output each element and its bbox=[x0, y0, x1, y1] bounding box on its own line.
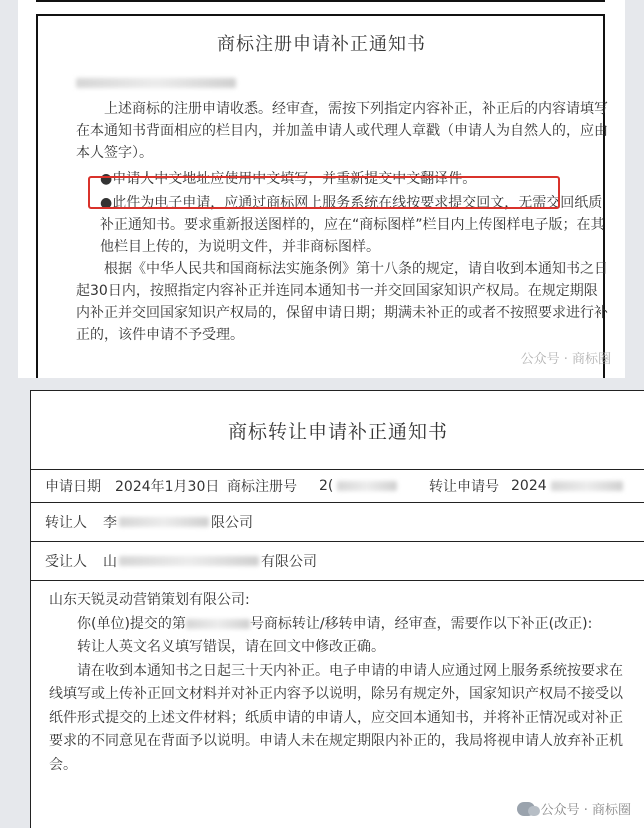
wechat-icon bbox=[517, 802, 535, 816]
reg-value-text: 2( bbox=[319, 478, 334, 494]
transferor-label: 转让人 bbox=[45, 515, 87, 531]
redaction bbox=[337, 481, 397, 491]
paragraph-application bbox=[49, 613, 634, 637]
notice-document-1 bbox=[18, 0, 625, 378]
top-border bbox=[36, 0, 605, 2]
notice-document-2 bbox=[30, 390, 644, 828]
info-row-transferor bbox=[31, 503, 644, 542]
notice-body-1 bbox=[76, 98, 611, 346]
watermark bbox=[517, 799, 631, 818]
p1-prefix: 你(单位)提交的第 bbox=[77, 615, 186, 632]
transferee-value bbox=[103, 542, 317, 580]
bullet-address: ●申请人中文地址应使用中文填写，并重新提交中文翻译件。 bbox=[100, 171, 477, 187]
redaction bbox=[119, 556, 259, 566]
date-value: 2024年1月30日 bbox=[115, 479, 220, 495]
highlight-box bbox=[88, 176, 560, 209]
transferee-suffix: 有限公司 bbox=[261, 554, 317, 570]
transfer-label: 转让申请号 bbox=[429, 479, 499, 495]
document-title: 商标注册申请补正通知书 bbox=[217, 34, 426, 55]
date-label: 申请日期 bbox=[45, 479, 101, 495]
transferor-prefix: 李 bbox=[103, 515, 117, 531]
addressee: 山东天锐灵动营销策划有限公司: bbox=[49, 592, 250, 608]
transferor-value bbox=[103, 503, 253, 541]
p1-suffix: 号商标转让/移转申请，经审查，需要作以下补正(改正): bbox=[249, 615, 593, 632]
notice-body-2 bbox=[49, 589, 634, 777]
redacted-header bbox=[76, 72, 236, 91]
document-title: 商标转让申请补正通知书 bbox=[31, 391, 644, 470]
transfer-value bbox=[511, 470, 623, 502]
watermark-text: 公众号 · 商标圈 bbox=[540, 803, 631, 818]
paragraph-regulation: 根据《中华人民共和国商标法实施条例》第十八条的规定，请自收到本通知书之日起30日内，按照指定内容补正并连同本通知书一并交回国家知识产权局。在规定期限内补正并交回国家知识产权局的，保留申请日期；期满未补正的或者不按照要求进行补正的，该件申请不予受理。 bbox=[76, 261, 608, 343]
transfer-value-text: 2024 bbox=[511, 478, 547, 494]
redaction bbox=[119, 517, 209, 527]
paragraph-error: 转让人英文名义填写错误，请在回文中修改正确。 bbox=[77, 639, 385, 655]
info-row-transferee bbox=[31, 542, 644, 581]
reg-label: 商标注册号 bbox=[227, 479, 297, 495]
bullet-electronic: ●此件为电子申请，应通过商标网上服务系统在线按要求提交回文，无需交回纸质补正通知书。要求重新报送图样的，应在“商标图样”栏目内上传图样电子版；在其他栏目上传的，为说明文件，并非商标图样。 bbox=[100, 195, 605, 255]
info-row-dates bbox=[31, 470, 644, 503]
reg-value bbox=[319, 470, 397, 502]
watermark: 公众号 · 商标圈 bbox=[520, 352, 611, 367]
paragraph-intro: 上述商标的注册申请收悉。经审查，需按下列指定内容补正，补正后的内容请填写在本通知书背面相应的栏目内，并加盖申请人或代理人章戳（申请人为自然人的，应由本人签字）。 bbox=[76, 101, 608, 161]
transferor-suffix: 限公司 bbox=[211, 515, 253, 531]
redaction bbox=[186, 619, 250, 629]
paragraph-instructions: 请在收到本通知书之日起三十天内补正。电子申请的申请人应通过网上服务系统按要求在线填写或上传补正回文材料并对补正内容予以说明，除另有规定外，国家知识产权局不接受以纸件形式提交的上述文件材料；纸质申请的申请人，应交回本通知书，并将补正情况或对补正要求的不同意见在背面予以说明。申请人未在规定期限内补正的，我局将视申请人放弃补正机会。 bbox=[49, 662, 623, 773]
transferee-label: 受让人 bbox=[45, 554, 87, 570]
transferee-prefix: 山 bbox=[103, 554, 117, 570]
redaction bbox=[551, 481, 623, 491]
